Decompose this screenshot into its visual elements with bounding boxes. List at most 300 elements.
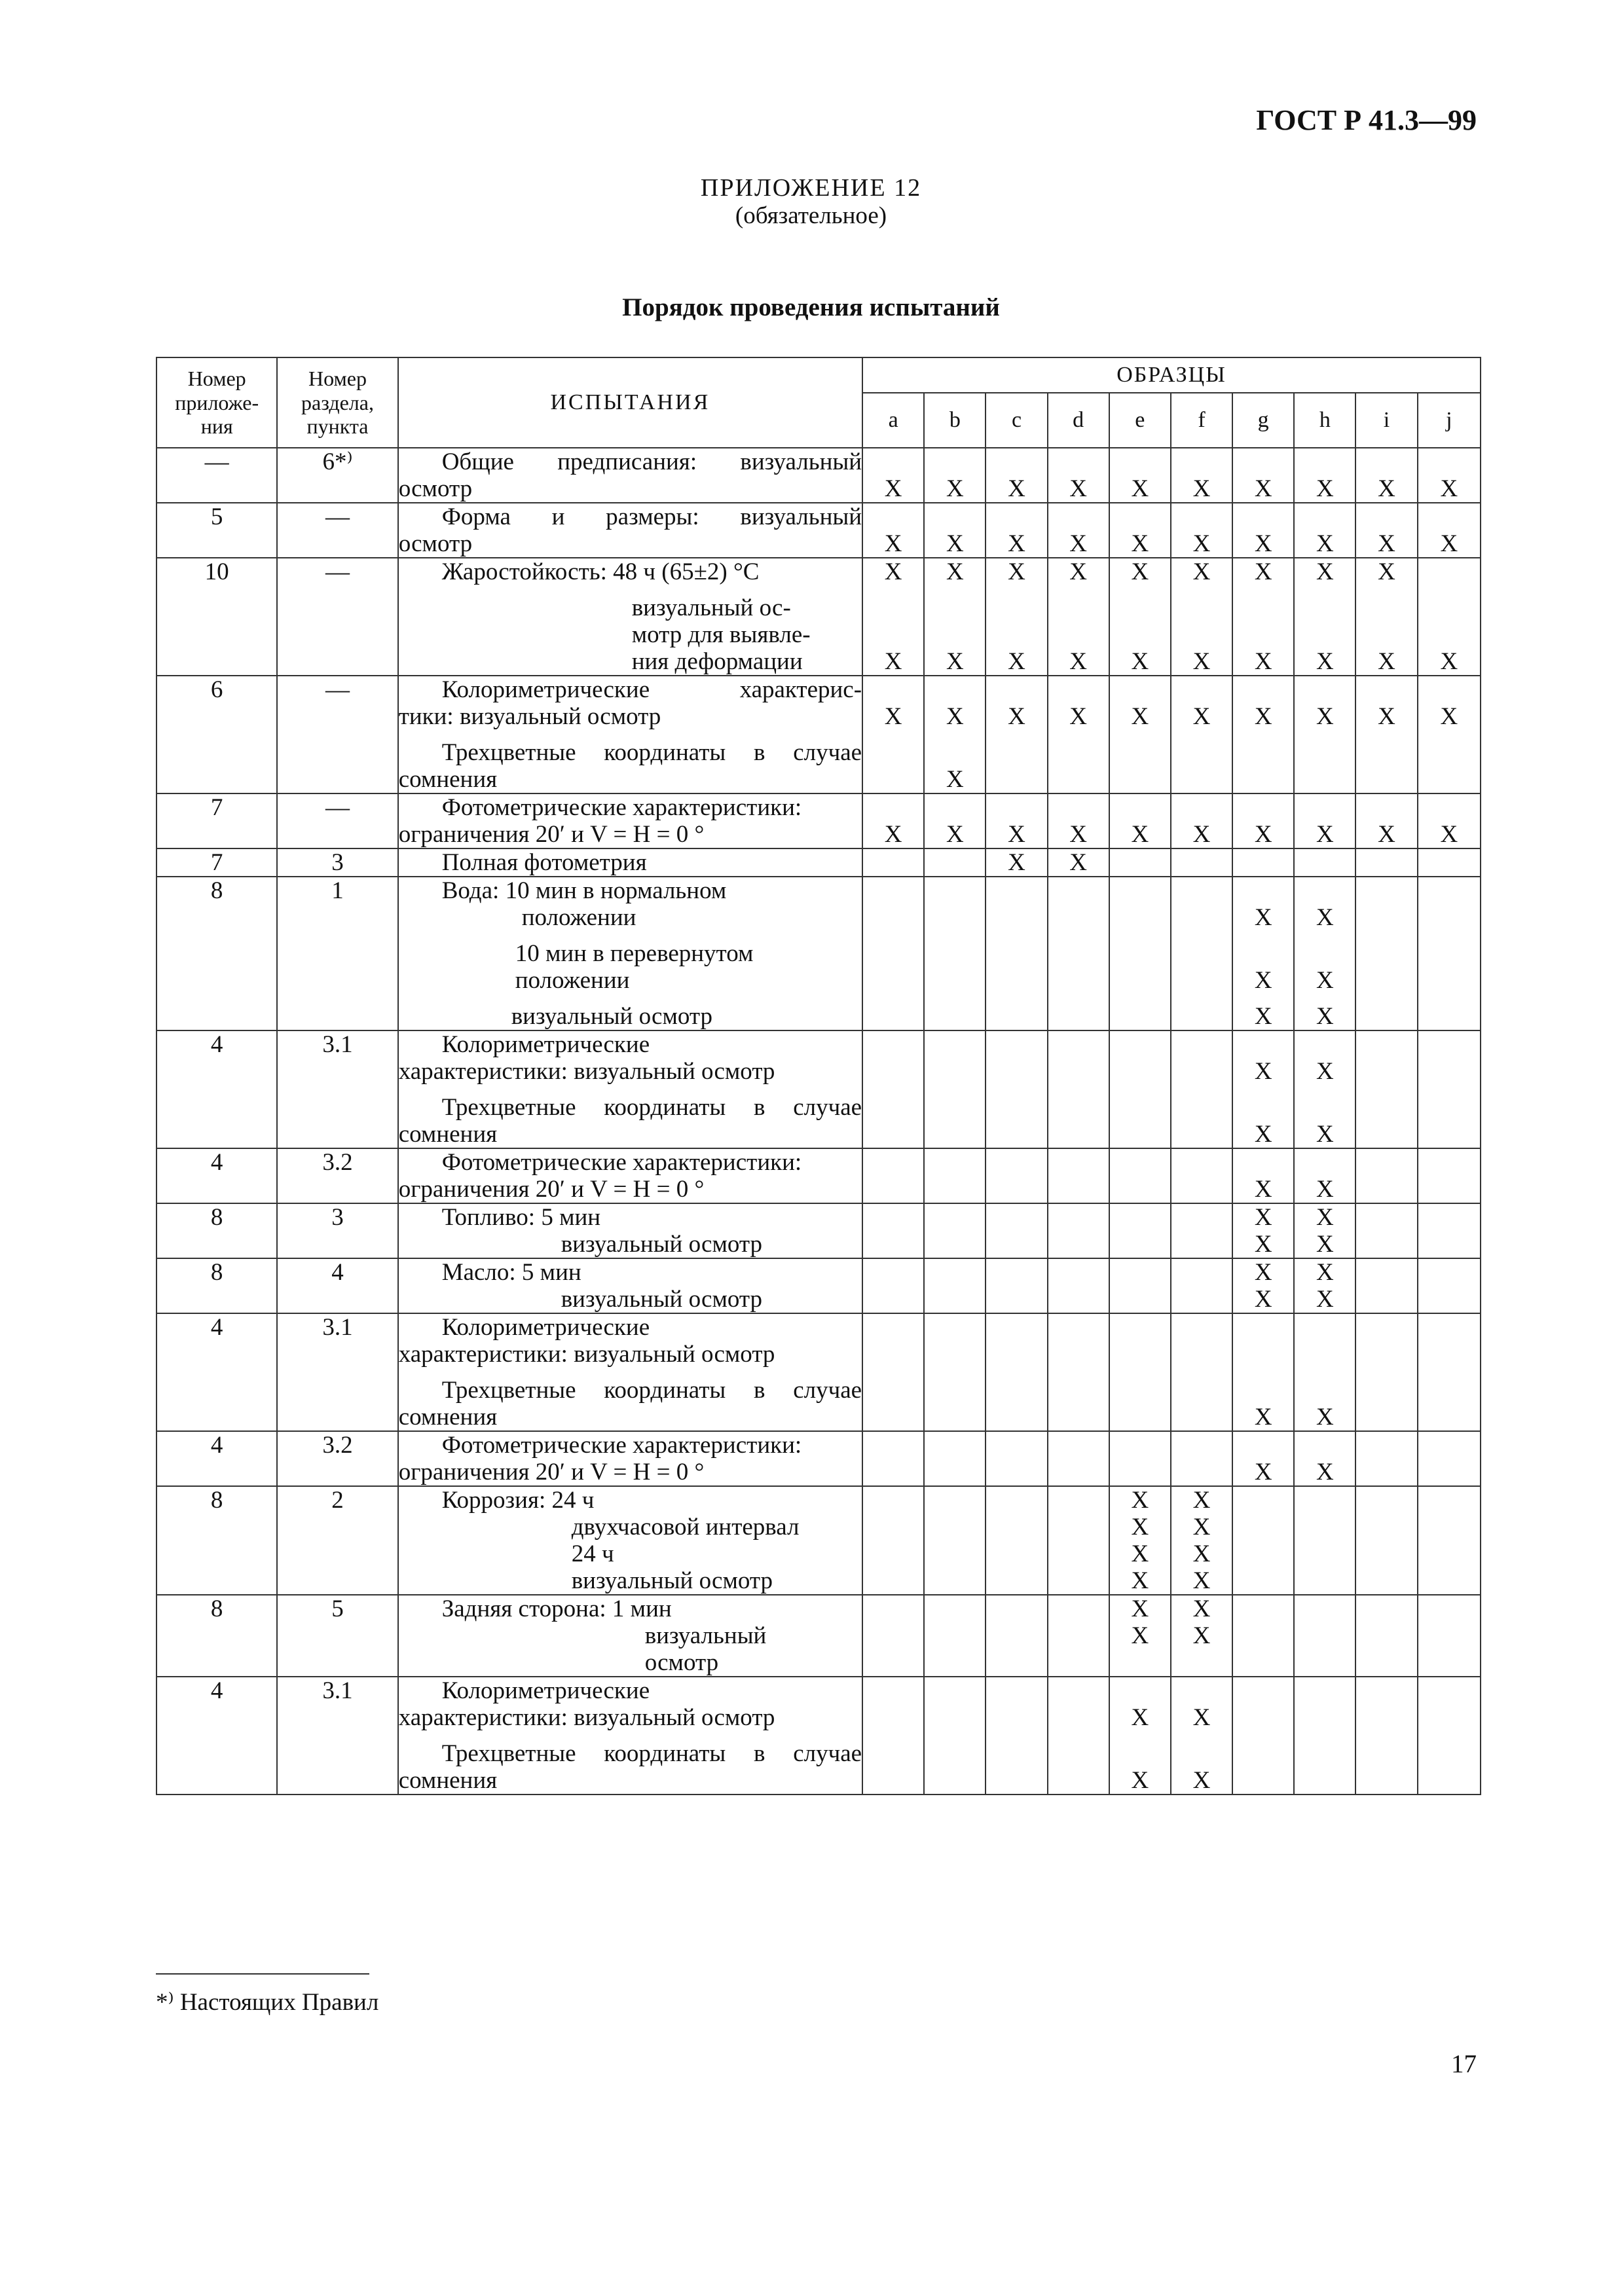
test-description-cell [398, 1148, 862, 1203]
table-row [157, 1486, 1481, 1595]
test-description-cell [398, 877, 862, 1030]
sample-cell-i [1355, 448, 1417, 503]
sample-cell-c [986, 1258, 1047, 1313]
sample-mark-empty [1110, 1259, 1170, 1286]
table-body [157, 448, 1481, 1795]
sample-mark: X [1008, 821, 1025, 848]
sample-cell-h [1294, 793, 1355, 848]
sample-mark-empty [1418, 1404, 1480, 1430]
sample-mark-empty [1295, 1740, 1355, 1767]
test-description-cell [398, 1595, 862, 1677]
appendix-number-cell: 4 [157, 1148, 277, 1203]
test-description-line: Фотометрические характеристики: [441, 1149, 802, 1176]
sample-mark: X [1008, 849, 1025, 876]
sample-mark-empty [1356, 1649, 1416, 1676]
test-description-cell [398, 448, 862, 503]
sample-mark-empty [1110, 1231, 1170, 1258]
table-row [157, 1431, 1481, 1486]
sample-mark-empty [1048, 1204, 1109, 1231]
sample-mark-empty [1356, 1003, 1416, 1030]
sample-header-f: f [1171, 393, 1232, 448]
sample-mark-empty [925, 594, 985, 621]
test-description-cell [398, 558, 862, 676]
sample-mark-empty [925, 1314, 985, 1341]
sample-mark-empty [1418, 594, 1480, 621]
sample-mark-empty [1048, 1149, 1109, 1176]
test-description-line: осмотр [398, 530, 473, 557]
sample-mark-empty [1171, 1432, 1232, 1459]
sample-mark-empty [863, 1404, 923, 1430]
test-description-line: 10 мин в перевернутом [515, 940, 754, 967]
sample-mark-empty [986, 1567, 1046, 1594]
sample-mark-empty [1171, 503, 1232, 530]
sample-mark: X [1131, 558, 1149, 585]
sample-mark-empty [925, 1432, 985, 1459]
sample-mark-empty [863, 1031, 923, 1058]
sample-cell-a [862, 848, 924, 877]
table-row [157, 848, 1481, 877]
sample-mark-empty [1048, 1704, 1109, 1731]
sample-cell-d [1048, 1148, 1109, 1203]
sample-mark-empty [1110, 1377, 1170, 1404]
sample-cell-f [1171, 877, 1232, 1030]
sample-cell-a [862, 1595, 924, 1677]
sample-cell-h [1294, 1203, 1355, 1258]
sample-mark-empty [1233, 1314, 1293, 1341]
sample-mark-empty [1110, 1740, 1170, 1767]
test-description-line: характеристики: визуальный осмотр [398, 1058, 775, 1085]
sample-mark-empty [1110, 1094, 1170, 1121]
sample-mark-empty [1110, 448, 1170, 475]
sample-mark-empty [1233, 1540, 1293, 1567]
sample-mark-empty [1233, 1149, 1293, 1176]
sample-cell-b [924, 877, 986, 1030]
sample-mark: X [1440, 530, 1458, 557]
sample-mark-empty [986, 1595, 1046, 1622]
sample-mark-empty [1171, 1740, 1232, 1767]
sample-mark-empty [1171, 849, 1232, 876]
sample-mark-empty [1295, 1341, 1355, 1368]
sample-mark-empty [986, 877, 1046, 904]
sample-mark-empty [1418, 1432, 1480, 1459]
test-description-line: Общие предписания: визуальный [441, 448, 862, 475]
sample-mark-empty [1171, 904, 1232, 931]
sample-cell-g [1232, 1486, 1294, 1595]
sample-mark-empty [1418, 967, 1480, 994]
table-row [157, 1258, 1481, 1313]
sample-cell-g [1232, 1030, 1294, 1148]
sample-mark: X [1254, 1204, 1272, 1231]
sample-mark-empty [1048, 1003, 1109, 1030]
test-description-cell [398, 1677, 862, 1795]
header-section-number: Номер раздела, пункта [277, 357, 397, 448]
sample-mark-empty [1418, 1704, 1480, 1731]
sample-mark-empty [1171, 967, 1232, 994]
sample-mark-empty [1295, 1314, 1355, 1341]
sample-mark-empty [1171, 1176, 1232, 1203]
test-description-cell [398, 1030, 862, 1148]
sample-cell-h [1294, 1595, 1355, 1677]
test-description-line: визуальный осмотр [561, 1231, 762, 1258]
sample-mark: X [1254, 475, 1272, 502]
sample-cell-h [1294, 503, 1355, 558]
sample-mark-empty [1418, 1204, 1480, 1231]
sample-mark-empty [863, 1149, 923, 1176]
sample-mark-empty [1418, 1341, 1480, 1368]
sample-mark-empty [986, 1514, 1046, 1540]
sample-mark-empty [925, 1622, 985, 1649]
sample-mark: X [1069, 475, 1088, 502]
sample-cell-j [1418, 1595, 1481, 1677]
sample-cell-c [986, 558, 1047, 676]
section-number-cell: 5 [277, 1595, 397, 1677]
sample-cell-e [1109, 1486, 1171, 1595]
sample-cell-e [1109, 877, 1171, 1030]
appendix-number-cell: 7 [157, 793, 277, 848]
sample-mark-empty [863, 904, 923, 931]
sample-mark-empty [1295, 1094, 1355, 1121]
test-description-line: ограничения 20′ и V = H = 0 ° [398, 1459, 705, 1485]
sample-mark: X [1192, 1595, 1211, 1622]
sample-cell-a [862, 1313, 924, 1431]
sample-cell-b [924, 1030, 986, 1148]
sample-header-g: g [1232, 393, 1294, 448]
sample-mark-empty [1356, 1176, 1416, 1203]
sample-cell-e [1109, 448, 1171, 503]
sample-mark-empty [1418, 794, 1480, 821]
sample-mark-empty [925, 1767, 985, 1794]
sample-cell-a [862, 1486, 924, 1595]
sample-mark-empty [925, 503, 985, 530]
sample-mark: X [1069, 530, 1088, 557]
test-description-cell [398, 503, 862, 558]
section-number-cell: 3.1 [277, 1677, 397, 1795]
sample-mark-empty [863, 766, 923, 793]
sample-cell-h [1294, 1431, 1355, 1486]
sample-mark-empty [986, 621, 1046, 648]
sample-cell-d [1048, 877, 1109, 1030]
sample-mark: X [1192, 1514, 1211, 1540]
test-description-line: Форма и размеры: визуальный [441, 503, 862, 530]
appendix-number-cell: 4 [157, 1431, 277, 1486]
sample-cell-g [1232, 448, 1294, 503]
appendix-number-cell: — [157, 448, 277, 503]
sample-mark-empty [1418, 1767, 1480, 1794]
sample-mark-empty [1110, 1459, 1170, 1485]
sample-mark-empty [1110, 794, 1170, 821]
sample-cell-b [924, 793, 986, 848]
sample-mark-empty [1295, 621, 1355, 648]
sample-mark-empty [986, 1058, 1046, 1085]
sample-mark: X [1316, 1176, 1334, 1203]
sample-cell-g [1232, 848, 1294, 877]
sample-cell-d [1048, 503, 1109, 558]
sample-mark: X [1008, 558, 1025, 585]
sample-cell-i [1355, 793, 1417, 848]
sample-mark-empty [1418, 940, 1480, 967]
sample-mark-empty [1110, 877, 1170, 904]
sample-header-e: e [1109, 393, 1171, 448]
table-row [157, 1030, 1481, 1148]
sample-cell-j [1418, 1203, 1481, 1258]
sample-cell-c [986, 1677, 1047, 1795]
test-description-line: осмотр [644, 1649, 719, 1676]
sample-mark: X [1316, 821, 1334, 848]
sample-cell-c [986, 1486, 1047, 1595]
sample-cell-a [862, 676, 924, 793]
sample-mark-empty [925, 1377, 985, 1404]
sample-mark-empty [863, 739, 923, 766]
sample-mark-empty [1048, 1404, 1109, 1430]
sample-cell-h [1294, 1030, 1355, 1148]
sample-cell-h [1294, 448, 1355, 503]
sample-cell-d [1048, 848, 1109, 877]
sample-cell-c [986, 1030, 1047, 1148]
sample-mark-empty [925, 1649, 985, 1676]
sample-mark-empty [1356, 1286, 1416, 1313]
sample-mark-empty [1356, 621, 1416, 648]
sample-cell-i [1355, 1677, 1417, 1795]
sample-mark-empty [1356, 1677, 1416, 1704]
sample-mark: X [1316, 1259, 1334, 1286]
test-description-line: Трехцветные координаты в случае [441, 1377, 862, 1404]
sample-mark-empty [1295, 1487, 1355, 1514]
header-tests: ИСПЫТАНИЯ [398, 357, 862, 448]
sample-mark-empty [1295, 1767, 1355, 1794]
test-description-line: Трехцветные координаты в случае [441, 1094, 862, 1121]
table-row [157, 558, 1481, 676]
test-description-line: ния деформации [631, 648, 803, 675]
sample-cell-h [1294, 1258, 1355, 1313]
sample-mark-empty [925, 940, 985, 967]
sample-mark-empty [1356, 1314, 1416, 1341]
sample-cell-e [1109, 1595, 1171, 1677]
test-description-line: Топливо: 5 мин [441, 1204, 601, 1231]
sample-mark: X [1254, 1286, 1272, 1313]
sample-mark-empty [1356, 1540, 1416, 1567]
sample-mark-empty [1171, 1649, 1232, 1676]
sample-mark-empty [1418, 1231, 1480, 1258]
sample-cell-j [1418, 1486, 1481, 1595]
sample-mark-empty [1295, 594, 1355, 621]
sample-cell-e [1109, 793, 1171, 848]
sample-mark-empty [1171, 1204, 1232, 1231]
sample-mark-empty [1233, 1622, 1293, 1649]
sample-cell-g [1232, 676, 1294, 793]
appendix-number-cell: 8 [157, 1258, 277, 1313]
section-number-cell: 3.2 [277, 1148, 397, 1203]
test-description-line: визуальный осмотр [571, 1567, 773, 1594]
sample-mark-empty [1233, 1341, 1293, 1368]
appendix-number-cell: 4 [157, 1030, 277, 1148]
sample-cell-g [1232, 1595, 1294, 1677]
sample-mark-empty [1048, 1567, 1109, 1594]
test-description-line: 24 ч [571, 1540, 614, 1567]
sample-cell-i [1355, 1431, 1417, 1486]
sample-mark-empty [1171, 1149, 1232, 1176]
sample-mark-empty [925, 1031, 985, 1058]
sample-cell-j [1418, 848, 1481, 877]
sample-mark-empty [1048, 877, 1109, 904]
sample-mark-empty [863, 1058, 923, 1085]
sample-mark-empty [1048, 1622, 1109, 1649]
sample-cell-j [1418, 448, 1481, 503]
sample-mark: X [1316, 648, 1334, 675]
sample-mark: X [1254, 703, 1272, 730]
sample-cell-g [1232, 558, 1294, 676]
sample-mark-empty [1171, 1259, 1232, 1286]
sample-mark-empty [1233, 940, 1293, 967]
sample-cell-j [1418, 503, 1481, 558]
sample-mark-empty [1048, 1259, 1109, 1286]
sample-mark-empty [1295, 1149, 1355, 1176]
appendix-number-cell: 8 [157, 1486, 277, 1595]
sample-cell-b [924, 1677, 986, 1795]
sample-cell-f [1171, 448, 1232, 503]
sample-cell-e [1109, 1313, 1171, 1431]
sample-mark-empty [863, 503, 923, 530]
sample-mark-empty [863, 1487, 923, 1514]
sample-mark-empty [1171, 448, 1232, 475]
sample-mark-empty [986, 1176, 1046, 1203]
sample-cell-e [1109, 1258, 1171, 1313]
sample-mark: X [1192, 648, 1211, 675]
sample-mark-empty [1171, 1094, 1232, 1121]
sample-mark: X [1378, 558, 1395, 585]
section-number-cell: 3.2 [277, 1431, 397, 1486]
sample-mark-empty [863, 940, 923, 967]
sample-mark-empty [986, 940, 1046, 967]
sample-mark: X [1254, 1259, 1272, 1286]
sample-mark-empty [1110, 1176, 1170, 1203]
sample-cell-c [986, 1313, 1047, 1431]
sample-mark-empty [1418, 621, 1480, 648]
sample-mark-empty [863, 794, 923, 821]
sample-mark: X [1254, 1058, 1272, 1085]
sample-mark-empty [1418, 1649, 1480, 1676]
sample-mark-empty [1418, 558, 1480, 585]
table-header [157, 357, 1481, 448]
sample-mark: X [1131, 1567, 1149, 1594]
sample-mark: X [1192, 703, 1211, 730]
sample-mark: X [1316, 530, 1334, 557]
sample-cell-c [986, 1148, 1047, 1203]
test-description-line: Трехцветные координаты в случае [441, 1740, 862, 1767]
sample-mark-empty [925, 621, 985, 648]
test-order-table [156, 357, 1481, 1795]
sample-mark-empty [863, 1259, 923, 1286]
test-description-line: положении [515, 967, 630, 994]
sample-mark-empty [1356, 1058, 1416, 1085]
sample-mark-empty [1110, 967, 1170, 994]
sample-mark: X [1254, 1121, 1272, 1148]
sample-mark-empty [1356, 1622, 1416, 1649]
sample-cell-a [862, 1030, 924, 1148]
sample-cell-h [1294, 1313, 1355, 1431]
sample-mark-empty [1048, 594, 1109, 621]
sample-cell-a [862, 793, 924, 848]
sample-mark-empty [986, 676, 1046, 703]
sample-mark-empty [1110, 739, 1170, 766]
sample-mark-empty [925, 849, 985, 876]
sample-mark-empty [1048, 1540, 1109, 1567]
sample-cell-d [1048, 1203, 1109, 1258]
sample-mark-empty [1110, 1404, 1170, 1430]
sample-mark-empty [986, 1204, 1046, 1231]
sample-cell-f [1171, 1431, 1232, 1486]
sample-mark-empty [986, 1487, 1046, 1514]
sample-cell-f [1171, 793, 1232, 848]
sample-mark-empty [1295, 1432, 1355, 1459]
test-description-cell [398, 1313, 862, 1431]
sample-cell-i [1355, 558, 1417, 676]
section-number-cell: 3.1 [277, 1030, 397, 1148]
sample-cell-j [1418, 558, 1481, 676]
sample-mark-empty [863, 1121, 923, 1148]
sample-mark-empty [1171, 1231, 1232, 1258]
sample-mark: X [1131, 1514, 1149, 1540]
sample-mark: X [1316, 1058, 1334, 1085]
sample-mark-empty [1110, 1341, 1170, 1368]
header-appendix-number: Номер приложе- ния [157, 357, 277, 448]
sample-header-a: a [862, 393, 924, 448]
sample-mark-empty [925, 676, 985, 703]
sample-mark-empty [1295, 849, 1355, 876]
sample-mark: X [1069, 703, 1088, 730]
sample-mark: X [1254, 1176, 1272, 1203]
sample-mark-empty [1110, 1031, 1170, 1058]
sample-mark: X [1131, 821, 1149, 848]
sample-mark-empty [925, 1459, 985, 1485]
sample-mark-empty [1418, 1003, 1480, 1030]
sample-mark-empty [1048, 967, 1109, 994]
sample-cell-c [986, 793, 1047, 848]
sample-mark-empty [1356, 676, 1416, 703]
section-number-cell: 4 [277, 1258, 397, 1313]
sample-mark-empty [925, 1204, 985, 1231]
sample-mark-empty [1110, 1058, 1170, 1085]
sample-mark: X [1069, 648, 1088, 675]
sample-mark-empty [1048, 1377, 1109, 1404]
appendix-number-cell: 8 [157, 1203, 277, 1258]
sample-mark-empty [1295, 448, 1355, 475]
sample-mark-empty [1356, 1204, 1416, 1231]
sample-cell-c [986, 676, 1047, 793]
sample-mark-empty [1418, 1459, 1480, 1485]
sample-mark-empty [1356, 877, 1416, 904]
sample-mark-empty [986, 794, 1046, 821]
sample-mark-empty [1356, 503, 1416, 530]
sample-cell-b [924, 558, 986, 676]
sample-mark: X [1192, 1622, 1211, 1649]
sample-mark-empty [863, 1459, 923, 1485]
sample-cell-f [1171, 558, 1232, 676]
sample-mark: X [1254, 530, 1272, 557]
footnote-divider [156, 1973, 369, 1975]
sample-mark: X [1440, 821, 1458, 848]
sample-cell-d [1048, 1258, 1109, 1313]
sample-mark-empty [1048, 621, 1109, 648]
sample-mark: X [1254, 1003, 1272, 1030]
sample-mark-empty [1295, 877, 1355, 904]
sample-mark-empty [1356, 1231, 1416, 1258]
sample-mark-empty [1233, 1094, 1293, 1121]
test-description-line: Колориметрические [441, 1031, 650, 1058]
sample-mark-empty [863, 1704, 923, 1731]
sample-mark-empty [1418, 1094, 1480, 1121]
sample-mark-empty [1048, 1677, 1109, 1704]
sample-mark-empty [1295, 739, 1355, 766]
